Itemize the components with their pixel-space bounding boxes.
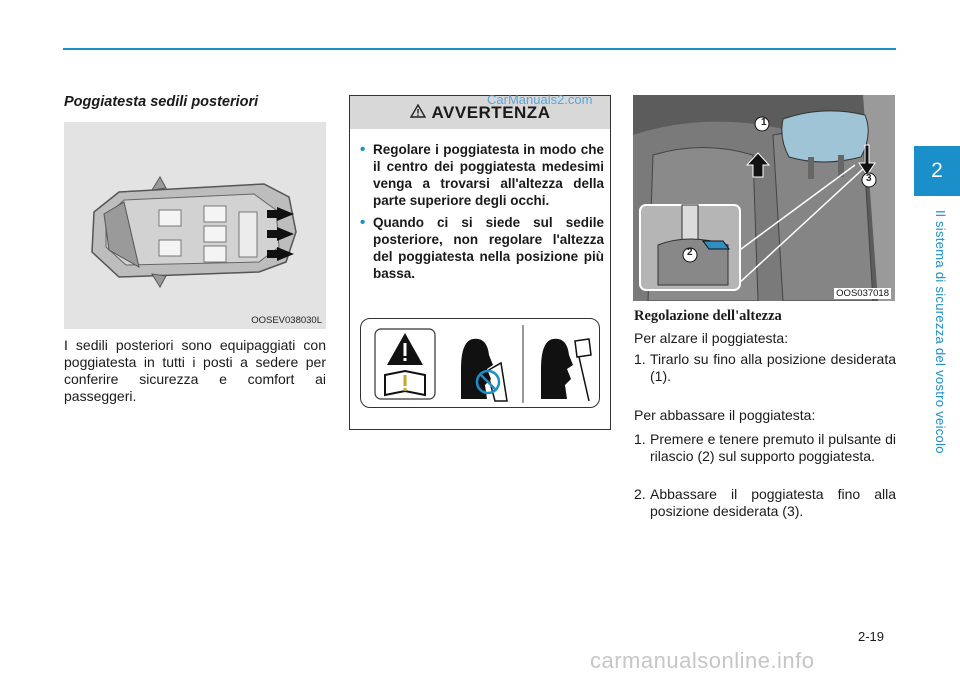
step-item (634, 486, 896, 520)
raise-intro: Per alzare il poggiatesta: (634, 330, 789, 346)
step-item (634, 351, 896, 385)
lower-intro: Per abbassare il poggiatesta: (634, 407, 816, 423)
figure-code: OOSEV038030L (251, 315, 322, 326)
warning-triangle-icon (410, 103, 426, 123)
figure-code: OOS037018 (836, 288, 889, 299)
callout-1: 1 (761, 117, 767, 128)
car-top-view-illustration (64, 122, 326, 329)
watermark-text: CarManuals2.com (487, 92, 593, 107)
callout-3: 3 (866, 173, 872, 184)
warning-list (364, 141, 604, 287)
step-item (634, 431, 896, 465)
section-title: Poggiatesta sedili posteriori (64, 94, 259, 110)
step-text: Abbassare il poggiatesta fino alla posizione desiderata (3). (650, 486, 896, 519)
chapter-title: Il sistema di sicurezza del vostro veicolo (933, 210, 948, 454)
step-number: 1. (634, 351, 646, 367)
top-rule (63, 48, 896, 50)
subsection-title: Regolazione dell'altezza (634, 308, 782, 324)
warning-heading: AVVERTENZA (431, 102, 551, 122)
page-number: 2-19 (858, 629, 885, 644)
warning-item: • Regolare i poggiatesta in modo che il centro dei poggiatesta medesimi venga a trovarsi all'altezza della parte superiore degli occhi. (364, 141, 604, 209)
headrest-adjust-figure (633, 95, 895, 301)
step-text: Tirarlo su fino alla posizione desiderata (1). (650, 351, 896, 384)
step-number: 2. (634, 486, 646, 502)
warning-pictogram (360, 318, 600, 408)
callout-2: 2 (687, 247, 693, 258)
warning-box (349, 95, 611, 430)
pictogram-illustration (361, 319, 601, 409)
footer-watermark[interactable]: carmanualsonline.info (590, 648, 815, 673)
step-text: Premere e tenere premuto il pulsante di rilascio (2) sul supporto poggiatesta. (650, 431, 896, 464)
body-text: I sedili posteriori sono equipaggiati con poggiatesta in tutti i posti a sedere per conferire sicurezza e comfort ai passeggeri. (64, 337, 326, 404)
chapter-tab[interactable]: 2 (914, 146, 960, 196)
warning-item: • Quando ci si siede sul sedile posteriore, non regolare l'altezza del poggiatesta nella posizione più bassa. (364, 214, 604, 282)
car-top-view-figure (64, 122, 326, 329)
step-number: 1. (634, 431, 646, 447)
